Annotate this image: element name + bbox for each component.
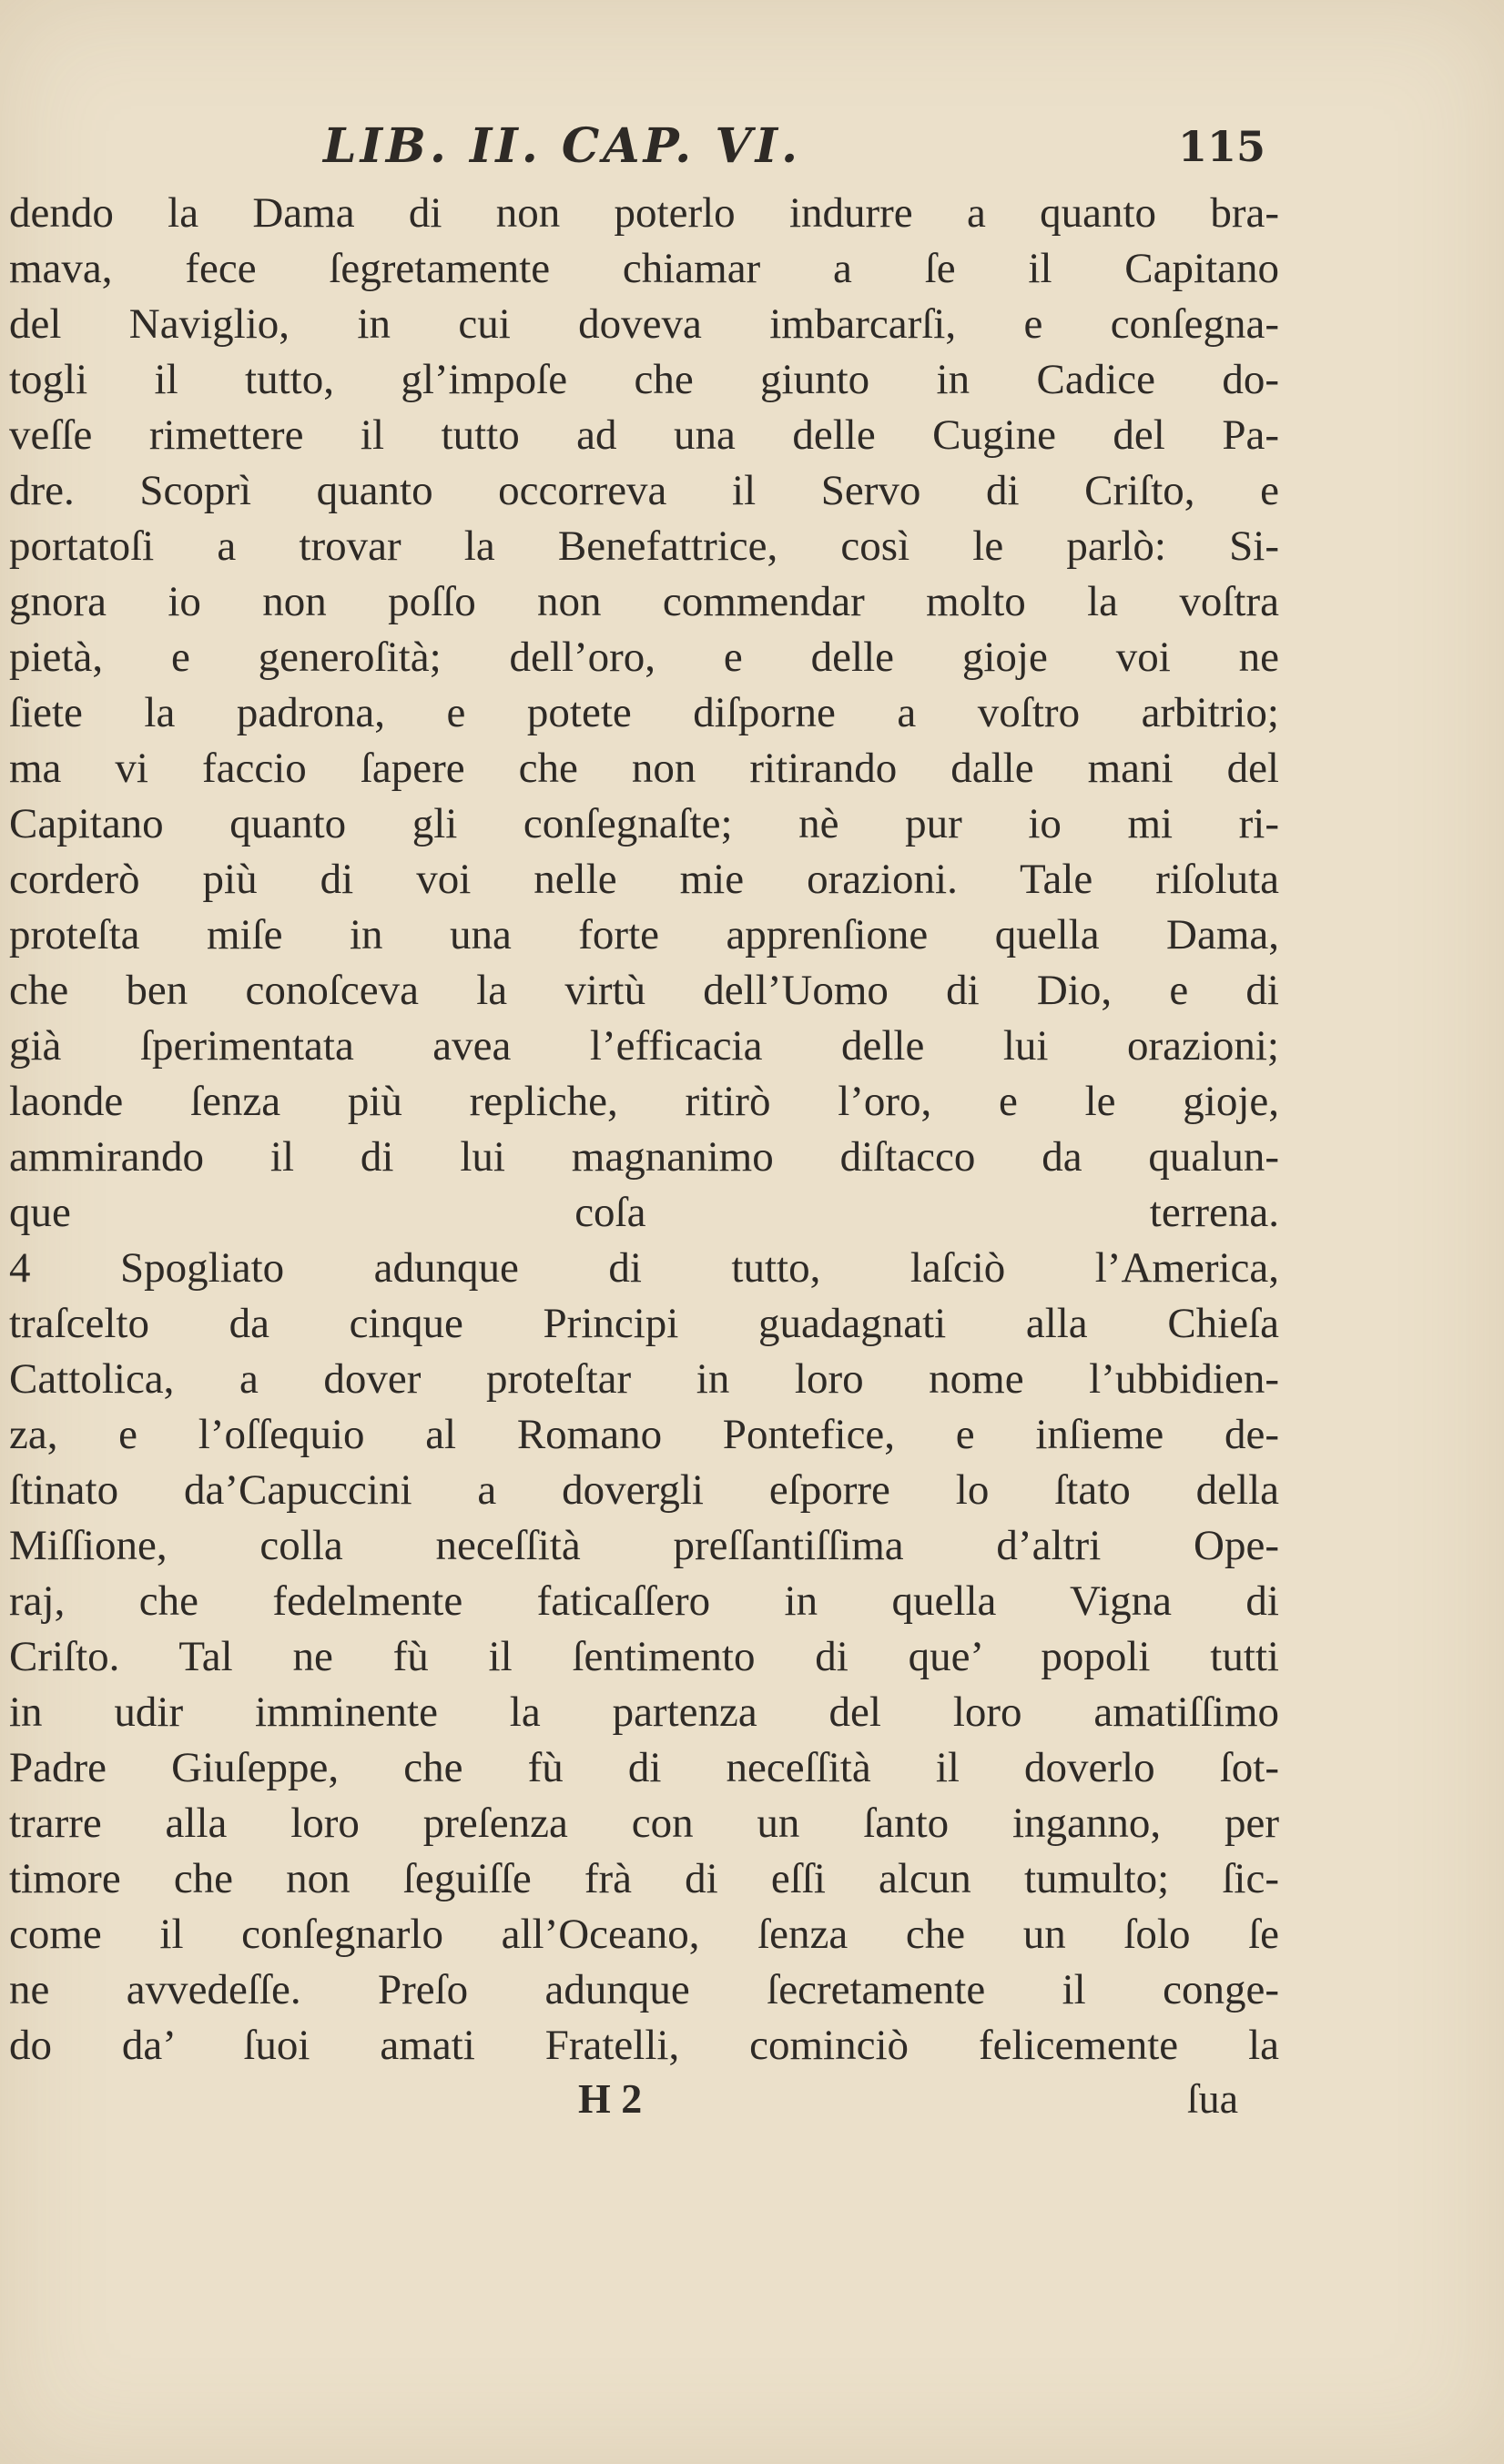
running-head: LIB. II. CAP. VI. — [323, 118, 802, 174]
text-line: raj, che fedelmente faticaſſero in quella Vigna di — [9, 1577, 1279, 1625]
text-line: veſſe rimettere il tutto ad una delle Cugine del Pa- — [9, 411, 1279, 459]
text-line: già ſperimentata avea l’efficacia delle lui orazioni; — [9, 1022, 1279, 1070]
text-line: laonde ſenza più repliche, ritirò l’oro, e le gioje, — [9, 1078, 1279, 1125]
text-line: Criſto. Tal ne fù il ſentimento di que’ popoli tutti — [9, 1633, 1279, 1680]
text-line: dendo la Dama di non poterlo indurre a quanto bra- — [9, 189, 1279, 237]
text-line: dre. Scoprì quanto occorreva il Servo di Criſto, e — [9, 467, 1279, 514]
text-line: in udir imminente la partenza del loro amatiſſimo — [9, 1688, 1279, 1736]
text-block — [9, 107, 1279, 2124]
text-line: che ben conoſceva la virtù dell’Uomo di Dio, e di — [9, 967, 1279, 1014]
text-line: Miſſione, colla neceſſità preſſantiſſima d’altri Ope- — [9, 1522, 1279, 1569]
signature-mark: H 2 — [578, 2075, 643, 2122]
page-header — [9, 107, 1279, 186]
text-line: proteſta miſe in una forte apprenſione quella Dama, — [9, 911, 1279, 958]
text-line: pietà, e generoſità; dell’oro, e delle gioje voi ne — [9, 634, 1279, 681]
text-line: ſiete la padrona, e potete diſporne a voſtro arbitrio; — [9, 689, 1279, 736]
page-number: 115 — [1177, 122, 1265, 171]
text-line: mava, fece ſegretamente chiamar a ſe il Capitano — [9, 245, 1279, 292]
text-line: que coſa terrena. — [9, 1189, 1279, 1236]
text-line: del Naviglio, in cui doveva imbarcarſi, e conſegna- — [9, 300, 1279, 348]
text-line: za, e l’oſſequio al Romano Pontefice, e inſieme de- — [9, 1411, 1279, 1458]
text-line: gnora io non poſſo non commendar molto la voſtra — [9, 578, 1279, 625]
body-text — [9, 186, 1279, 2074]
text-line: 4 Spogliato adunque di tutto, laſciò l’America, — [9, 1244, 1279, 1292]
text-line: timore che non ſeguiſſe frà di eſſi alcun tumulto; ſic- — [9, 1855, 1279, 1902]
text-line: ma vi faccio ſapere che non ritirando dalle mani del — [9, 745, 1279, 792]
text-line: Cattolica, a dover proteſtar in loro nome l’ubbidien- — [9, 1355, 1279, 1403]
text-line: do da’ ſuoi amati Fratelli, cominciò felicemente la — [9, 2022, 1279, 2069]
text-line: corderò più di voi nelle mie orazioni. Tale riſoluta — [9, 856, 1279, 903]
text-line: togli il tutto, gl’impoſe che giunto in Cadice do- — [9, 356, 1279, 403]
text-line: Capitano quanto gli conſegnaſte; nè pur io mi ri- — [9, 800, 1279, 847]
text-line: ne avvedeſſe. Preſo adunque ſecretamente il conge- — [9, 1966, 1279, 2013]
text-line: trarre alla loro preſenza con un ſanto inganno, per — [9, 1800, 1279, 1847]
text-line: traſcelto da cinque Principi guadagnati alla Chieſa — [9, 1300, 1279, 1347]
text-line: ſtinato da’Capuccini a dovergli eſporre lo ſtato della — [9, 1466, 1279, 1514]
page-footer — [9, 2074, 1279, 2124]
text-line: come il conſegnarlo all’Oceano, ſenza che un ſolo ſe — [9, 1911, 1279, 1958]
text-line: ammirando il di lui magnanimo diſtacco da qualun- — [9, 1133, 1279, 1181]
text-line: portatoſi a trovar la Benefattrice, così le parlò: Si- — [9, 522, 1279, 570]
text-line: Padre Giuſeppe, che fù di neceſſità il doverlo ſot- — [9, 1744, 1279, 1791]
catchword: ſua — [1186, 2075, 1238, 2122]
